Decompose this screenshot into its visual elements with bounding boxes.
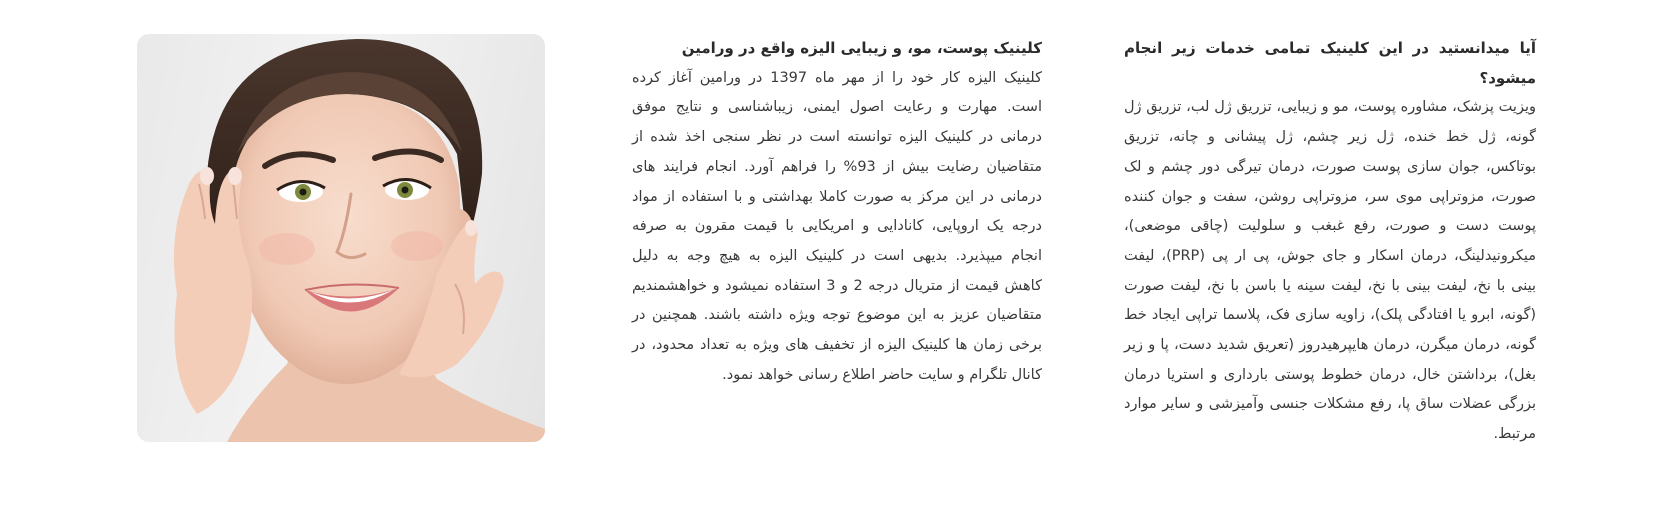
services-paragraph: ویزیت پزشک، مشاوره پوست، مو و زیبایی، تزریق ژل لب، تزریق ژل گونه، ژل خط خنده، ژل زیر چشم، ژل پیشانی و چانه، تزریق بوتاکس، جوان سازی پوست صورت، درمان تیرگی دور چشم و لک صورت، مزوتراپی موی سر، مزوتراپی روشن، سفت و جوان کننده پوست دست و صورت، رفع غبغب و سلولیت (چاقی موضعی)، میکرونیدلینگ، درمان اسکار و جای جوش، پی ار پی (PRP)، لیفت بینی با نخ، لیفت بینی با نخ، لیفت سینه یا باسن با نخ، لیفت صورت (گونه، ابرو یا افتادگی پلک)، زاویه سازی فک، پلاسما تراپی ایجاد خط گونه، درمان میگرن، درمان هایپرهیدروز (تعریق شدید دست، پا و زیر بغل)، برداشتن خال، درمان خطوط پوستی بارداری و استریا درمان بزرگی عضلات ساق پا، رفع مشکلات جنسی وآمیزشی و سایر موارد مرتبط. [1124,99,1536,443]
services-heading: آیا میدانستید در این کلینیک تمامی خدمات زیر انجام میشود؟ [1124,39,1536,87]
clinic-intro-section [632,34,1042,390]
smiling-woman-face-icon [137,34,545,442]
smiling-woman-photo [137,34,545,442]
clinic-intro-paragraph: کلینیک الیزه کار خود را از مهر ماه 1397 در ورامین آغاز کرده است. مهارت و رعایت اصول ایمنی، زیباشناسی و نتایج موفق درمانی در کلینیک الیزه توانسته است در نظر سنجی اخذ شده از متقاضیان رضایت بیش از 93% را فراهم آورد. انجام فرایند های درمانی در این مرکز به صورت کاملا بهداشتی و با استفاده از مواد درجه یک اروپایی، کانادایی و امریکایی با قیمت مقرون به صرفه انجام میپذیرد. بدیهی است در کلینیک الیزه به هیچ وجه به دلیل کاهش قیمت از متریال درجه 2 و 3 استفاده نمیشود و خواهشمندیم متقاضیان عزیز به این موضوع توجه ویژه داشته باشند. همچنین در برخی زمان ها کلینیک الیزه از تخفیف های ویژه به تعداد محدود، در کانال تلگرام و سایت حاضر اطلاع رسانی خواهد نمود. [632,69,1042,383]
services-section [1124,34,1536,450]
clinic-intro-heading: کلینیک پوست، مو، و زیبایی الیزه واقع در ورامین [681,39,1042,57]
